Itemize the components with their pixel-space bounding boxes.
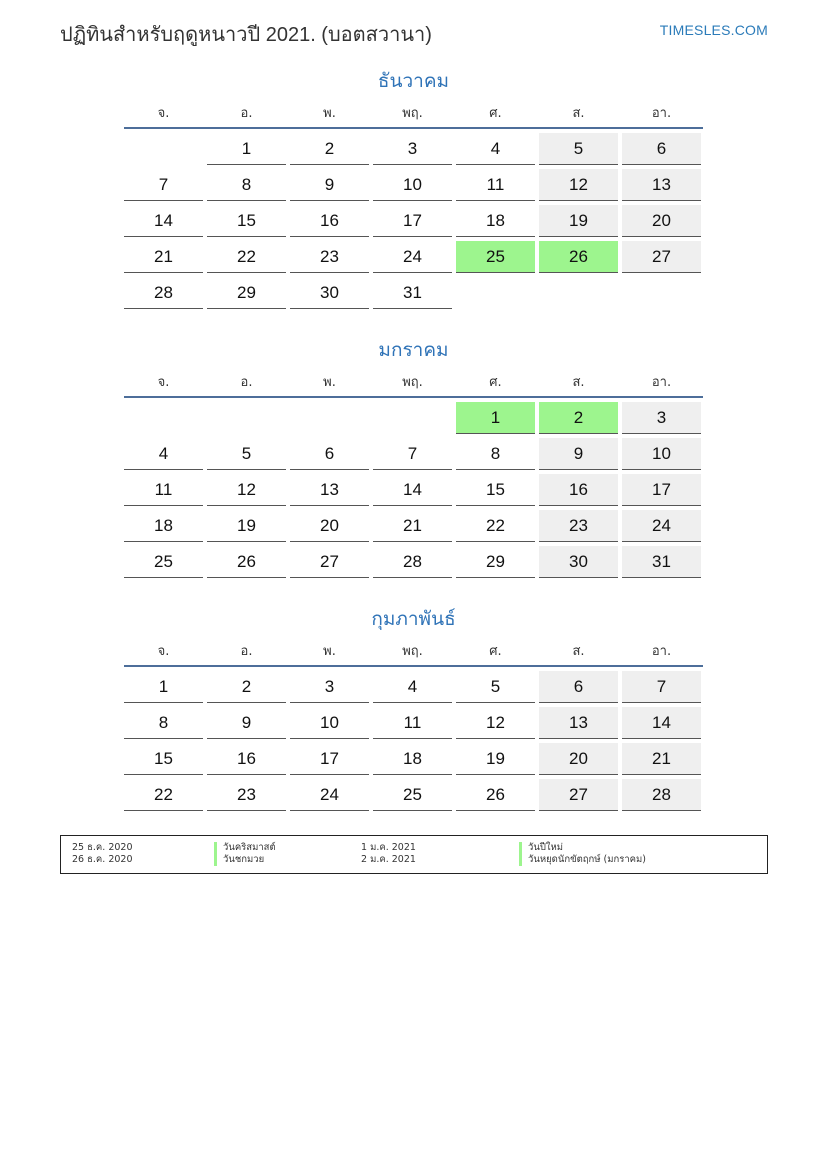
day-cell: 31 <box>373 277 452 309</box>
day-cell: 25 <box>124 546 203 578</box>
weekday-label: ส. <box>572 106 585 121</box>
month-name: ธันวาคม <box>377 70 450 92</box>
day-cell: 16 <box>207 743 286 775</box>
day-cell: 10 <box>622 438 701 470</box>
day-cell: 13 <box>622 169 701 201</box>
day-cell: 3 <box>290 671 369 703</box>
day-cell: 5 <box>207 438 286 470</box>
day-cell: 22 <box>207 241 286 273</box>
week-row <box>124 510 703 546</box>
day-cell: 14 <box>373 474 452 506</box>
day-cell: 8 <box>456 438 535 470</box>
holiday-day-cell: 1 <box>456 402 535 434</box>
week-row <box>124 205 703 241</box>
day-cell: 6 <box>539 671 618 703</box>
day-cell: 18 <box>124 510 203 542</box>
day-cell: 4 <box>373 671 452 703</box>
day-cell: 15 <box>456 474 535 506</box>
day-cell: 21 <box>373 510 452 542</box>
day-cell: 4 <box>456 133 535 165</box>
weekday-label: ศ. <box>489 644 502 659</box>
day-cell: 12 <box>456 707 535 739</box>
weekday-header <box>124 105 703 129</box>
weekday-label: พฤ. <box>402 375 423 390</box>
day-cell: 21 <box>124 241 203 273</box>
empty-day-cell <box>622 277 701 308</box>
day-cell: 23 <box>539 510 618 542</box>
day-cell: 24 <box>622 510 701 542</box>
legend-date: 2 ม.ค. 2021 <box>361 854 416 865</box>
weekday-label: ส. <box>572 644 585 659</box>
day-cell: 16 <box>539 474 618 506</box>
empty-day-cell <box>124 133 203 164</box>
day-cell: 11 <box>456 169 535 201</box>
day-cell: 5 <box>456 671 535 703</box>
empty-day-cell <box>290 402 369 433</box>
day-cell: 1 <box>124 671 203 703</box>
day-cell: 11 <box>373 707 452 739</box>
weekday-label: จ. <box>157 106 170 121</box>
empty-day-cell <box>124 402 203 433</box>
day-cell: 27 <box>622 241 701 273</box>
day-cell: 25 <box>373 779 452 811</box>
day-cell: 12 <box>539 169 618 201</box>
day-cell: 28 <box>373 546 452 578</box>
day-cell: 22 <box>124 779 203 811</box>
week-row <box>124 474 703 510</box>
weekday-label: ส. <box>572 375 585 390</box>
day-cell: 9 <box>207 707 286 739</box>
weekday-label: พฤ. <box>402 106 423 121</box>
day-cell: 10 <box>290 707 369 739</box>
week-row <box>124 779 703 815</box>
weekday-label: อา. <box>651 106 672 121</box>
day-cell: 16 <box>290 205 369 237</box>
weekday-header <box>124 643 703 667</box>
empty-day-cell <box>207 402 286 433</box>
week-row <box>124 402 703 438</box>
day-cell: 5 <box>539 133 618 165</box>
page-title: ปฏิทินสำหรับฤดูหนาวปี 2021. (บอตสวานา) <box>60 24 432 46</box>
day-cell: 19 <box>456 743 535 775</box>
empty-day-cell <box>539 277 618 308</box>
month-january <box>124 337 703 582</box>
week-row <box>124 707 703 743</box>
day-grid <box>124 671 703 815</box>
day-cell: 9 <box>539 438 618 470</box>
day-cell: 13 <box>539 707 618 739</box>
week-row <box>124 743 703 779</box>
day-cell: 4 <box>124 438 203 470</box>
day-cell: 26 <box>456 779 535 811</box>
day-cell: 20 <box>539 743 618 775</box>
weekday-label: อา. <box>651 375 672 390</box>
weekday-label: อ. <box>240 644 253 659</box>
day-cell: 28 <box>622 779 701 811</box>
day-cell: 12 <box>207 474 286 506</box>
day-cell: 17 <box>290 743 369 775</box>
week-row <box>124 546 703 582</box>
legend-holiday-name: วันหยุดนักขัตฤกษ์ (มกราคม) <box>519 854 646 866</box>
weekday-header <box>124 374 703 398</box>
day-cell: 6 <box>290 438 369 470</box>
day-grid <box>124 402 703 582</box>
legend-date: 1 ม.ค. 2021 <box>361 842 416 853</box>
weekday-label: ศ. <box>489 106 502 121</box>
day-cell: 17 <box>373 205 452 237</box>
day-cell: 17 <box>622 474 701 506</box>
legend-date: 25 ธ.ค. 2020 <box>72 842 133 853</box>
day-cell: 19 <box>539 205 618 237</box>
weekday-label: อ. <box>240 106 253 121</box>
site-link[interactable]: TIMESLES.COM <box>659 22 768 38</box>
day-cell: 27 <box>290 546 369 578</box>
day-cell: 11 <box>124 474 203 506</box>
empty-day-cell <box>456 277 535 308</box>
day-cell: 30 <box>539 546 618 578</box>
legend-holiday-name: วันชกมวย <box>214 854 264 866</box>
day-cell: 15 <box>124 743 203 775</box>
day-cell: 21 <box>622 743 701 775</box>
weekday-label: อ. <box>240 375 253 390</box>
empty-day-cell <box>373 402 452 433</box>
weekday-label: จ. <box>157 375 170 390</box>
day-cell: 27 <box>539 779 618 811</box>
day-cell: 24 <box>290 779 369 811</box>
weekday-label: พ. <box>323 106 336 121</box>
holiday-day-cell: 26 <box>539 241 618 273</box>
week-row <box>124 133 703 169</box>
week-row <box>124 241 703 277</box>
month-name: กุมภาพันธ์ <box>371 608 456 630</box>
day-cell: 30 <box>290 277 369 309</box>
day-cell: 23 <box>290 241 369 273</box>
legend-holiday-name: วันคริสมาสต์ <box>214 842 276 854</box>
day-cell: 22 <box>456 510 535 542</box>
holiday-legend <box>60 835 768 874</box>
day-cell: 18 <box>373 743 452 775</box>
day-cell: 7 <box>373 438 452 470</box>
day-cell: 29 <box>456 546 535 578</box>
day-cell: 1 <box>207 133 286 165</box>
month-name: มกราคม <box>378 339 449 361</box>
day-cell: 2 <box>290 133 369 165</box>
day-cell: 31 <box>622 546 701 578</box>
day-cell: 23 <box>207 779 286 811</box>
day-cell: 10 <box>373 169 452 201</box>
week-row <box>124 438 703 474</box>
day-cell: 20 <box>622 205 701 237</box>
day-cell: 26 <box>207 546 286 578</box>
day-cell: 6 <box>622 133 701 165</box>
month-december <box>124 68 703 313</box>
weekday-label: อา. <box>651 644 672 659</box>
month-february <box>124 606 703 815</box>
day-cell: 14 <box>124 205 203 237</box>
day-cell: 15 <box>207 205 286 237</box>
day-cell: 8 <box>207 169 286 201</box>
week-row <box>124 671 703 707</box>
day-cell: 14 <box>622 707 701 739</box>
holiday-day-cell: 2 <box>539 402 618 434</box>
weekday-label: จ. <box>157 644 170 659</box>
day-cell: 3 <box>373 133 452 165</box>
day-cell: 7 <box>622 671 701 703</box>
day-cell: 28 <box>124 277 203 309</box>
day-cell: 7 <box>124 169 203 201</box>
day-cell: 29 <box>207 277 286 309</box>
day-cell: 18 <box>456 205 535 237</box>
day-cell: 9 <box>290 169 369 201</box>
day-cell: 2 <box>207 671 286 703</box>
weekday-label: พฤ. <box>402 644 423 659</box>
weekday-label: พ. <box>323 375 336 390</box>
day-cell: 8 <box>124 707 203 739</box>
weekday-label: พ. <box>323 644 336 659</box>
legend-holiday-name: วันปีใหม่ <box>519 842 563 854</box>
week-row <box>124 277 703 313</box>
day-grid <box>124 133 703 313</box>
day-cell: 13 <box>290 474 369 506</box>
day-cell: 3 <box>622 402 701 434</box>
day-cell: 19 <box>207 510 286 542</box>
holiday-day-cell: 25 <box>456 241 535 273</box>
weekday-label: ศ. <box>489 375 502 390</box>
day-cell: 24 <box>373 241 452 273</box>
legend-date: 26 ธ.ค. 2020 <box>72 854 133 865</box>
week-row <box>124 169 703 205</box>
day-cell: 20 <box>290 510 369 542</box>
